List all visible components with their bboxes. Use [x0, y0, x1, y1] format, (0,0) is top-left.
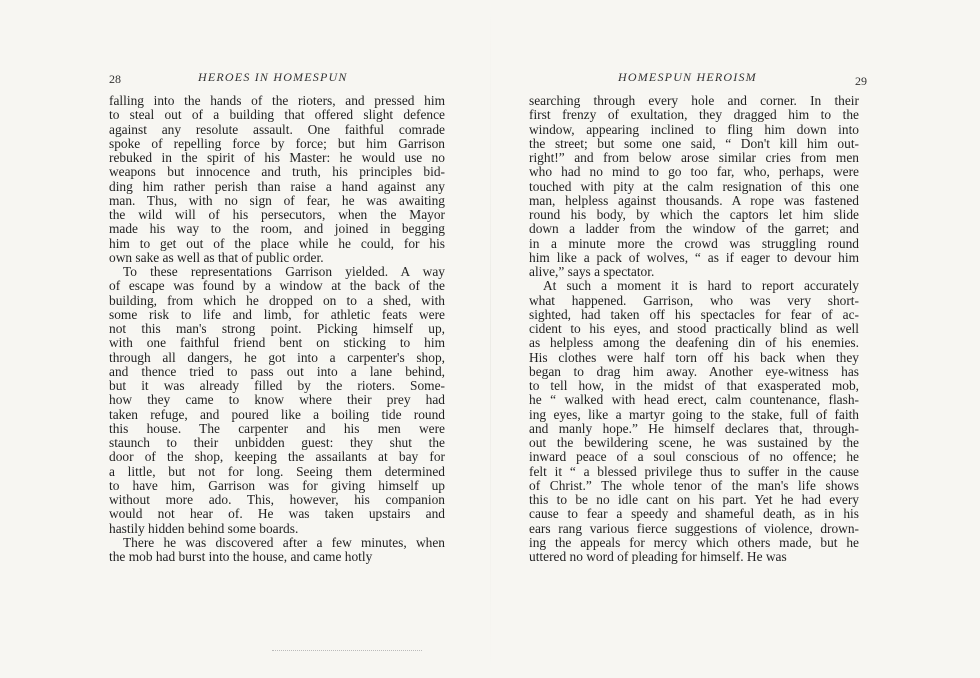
- text-line: sighted, had taken off his spectacles for fear of ac-: [529, 306, 859, 322]
- text-line: began to drag him away. Another eye-witness has: [529, 363, 859, 379]
- text-line: ing eyes, like a martyr going to the stake, full of faith: [529, 406, 859, 422]
- text-line: rebuked in the spirit of his Master: he would use no: [109, 150, 445, 165]
- text-line: made his way to the room, and joined in begging: [109, 221, 445, 237]
- text-line: cause to fear a speedy and shameful death, as in his: [529, 506, 859, 522]
- text-line: window, appearing inclined to fling him down into: [529, 121, 859, 137]
- text-line: ing the appeals for mercy which others made, but he: [529, 534, 859, 550]
- text-line: uttered no word of pleading for himself. He was: [529, 549, 787, 564]
- left-page: [109, 70, 445, 564]
- text-line: touched with pity at the calm resignation of this one: [529, 178, 859, 194]
- text-line: some risk to life and limb, for athletic feats were: [109, 306, 445, 322]
- text-line: ding him rather perish than raise a hand against any: [109, 178, 445, 194]
- text-line: own sake as well as that of public order.: [109, 249, 324, 265]
- right-running-title: HOMESPUN HEROISM: [618, 70, 757, 84]
- text-line: To these representations Garrison yielded. A way: [123, 264, 445, 279]
- text-line: staunch to their unbidden guest: they shut the: [109, 435, 445, 450]
- text-line: inward peace of a soul conscious of no offence; he: [529, 449, 859, 465]
- right-page-number: 29: [855, 74, 867, 88]
- left-page-number: 28: [109, 72, 121, 86]
- text-line: out the bewildering scene, he was sustained by the: [529, 435, 859, 450]
- page-edge-marks: [272, 650, 422, 653]
- text-line: of Christ.” The whole tenor of the man's life shows: [529, 477, 859, 493]
- text-line: him to get out of the place while he could, for his: [109, 235, 445, 251]
- text-line: who had no mind to go too far, who, perhaps, were: [529, 164, 859, 180]
- left-page-text: [109, 94, 445, 564]
- text-line: taken refuge, and poured like a boiling tide round: [109, 406, 445, 422]
- text-line: a little, but not for long. Seeing them determined: [109, 463, 445, 479]
- text-line: spoke of repelling force by force; but him Garrison: [109, 135, 445, 151]
- text-line: but it was already filled by the rioters. Some-: [109, 378, 445, 393]
- text-line: door of the shop, keeping the assailants at bay for: [109, 449, 445, 465]
- text-line: to tell how, in the midst of that exasperated mob,: [529, 378, 859, 393]
- text-line: building, from which he dropped on to a shed, with: [109, 292, 445, 308]
- text-line: would not hear of. He was taken upstairs and: [109, 506, 445, 522]
- text-line: of escape was found by a window at the back of the: [109, 278, 445, 294]
- text-line: alive,” says a spectator.: [529, 264, 655, 279]
- text-line: not this man's strong point. Picking himself up,: [109, 321, 445, 336]
- text-line: the mob had burst into the house, and came hotly: [109, 549, 373, 564]
- text-line: as helpless among the deafening din of his enemies.: [529, 335, 859, 351]
- text-line: down a ladder from the window of the garret; and: [529, 221, 859, 237]
- text-line: At such a moment it is hard to report accurately: [543, 278, 859, 294]
- left-running-title: HEROES IN HOMESPUN: [198, 70, 348, 84]
- text-line: right!” and from below arose similar cries from men: [529, 150, 859, 165]
- text-line: this to be no idle cant on his part. Yet he had every: [529, 492, 859, 507]
- text-line: searching through every hole and corner. In their: [529, 93, 859, 108]
- text-line: felt it “ a blessed privilege thus to suffer in the cause: [529, 463, 859, 479]
- text-line: man, helpless against thousands. A rope was fastened: [529, 192, 859, 208]
- text-line: man. Thus, with no sign of fear, he was awaiting: [109, 192, 445, 208]
- text-line: hastily hidden behind some boards.: [109, 520, 299, 536]
- text-line: in a minute more the crowd was struggling round: [529, 235, 859, 251]
- text-line: weapons but innocence and truth, his principles bid-: [109, 164, 445, 180]
- right-running-head: [529, 70, 867, 92]
- text-line: first frenzy of exultation, they dragged him to the: [529, 107, 859, 123]
- text-line: him like a pack of wolves, “ as if eager to devour him: [529, 249, 859, 265]
- text-line: with one faithful friend bent on sticking to him: [109, 335, 445, 351]
- gutter: [490, 0, 491, 678]
- text-line: and manly hope.” He himself declares that, through-: [529, 420, 859, 436]
- text-line: through all dangers, he got into a carpenter's shop,: [109, 349, 445, 365]
- text-line: falling into the hands of the rioters, and pressed him: [109, 93, 445, 108]
- text-line: the street; but some one said, “ Don't kill him out-: [529, 135, 859, 151]
- text-line: His clothes were half torn off his back when they: [529, 349, 859, 365]
- text-line: against any resolute assault. One faithful comrade: [109, 121, 445, 137]
- text-line: and thence tried to pass out into a lane behind,: [109, 363, 445, 379]
- text-line: to have him, Garrison was for giving himself up: [109, 477, 445, 493]
- text-line: the wild will of his persecutors, when the Mayor: [109, 207, 445, 222]
- text-line: round his body, by which the captors let him slide: [529, 207, 859, 222]
- text-line: cident to his eyes, and stood practically blind as well: [529, 321, 859, 336]
- right-page-text: [529, 94, 859, 564]
- text-line: he “ walked with head erect, calm countenance, flash-: [529, 392, 859, 408]
- right-page: [529, 70, 867, 564]
- text-line: to steal out of a building that offered slight defence: [109, 107, 445, 123]
- text-line: There he was discovered after a few minutes, when: [123, 534, 445, 550]
- text-line: without more ado. This, however, his companion: [109, 492, 445, 507]
- text-line: ears rang various fierce suggestions of violence, drown-: [529, 520, 859, 536]
- left-running-head: [109, 70, 445, 92]
- text-line: this house. The carpenter and his men were: [109, 420, 445, 436]
- text-line: what happened. Garrison, who was very short-: [529, 292, 859, 308]
- text-line: how they came to know where their prey had: [109, 392, 445, 408]
